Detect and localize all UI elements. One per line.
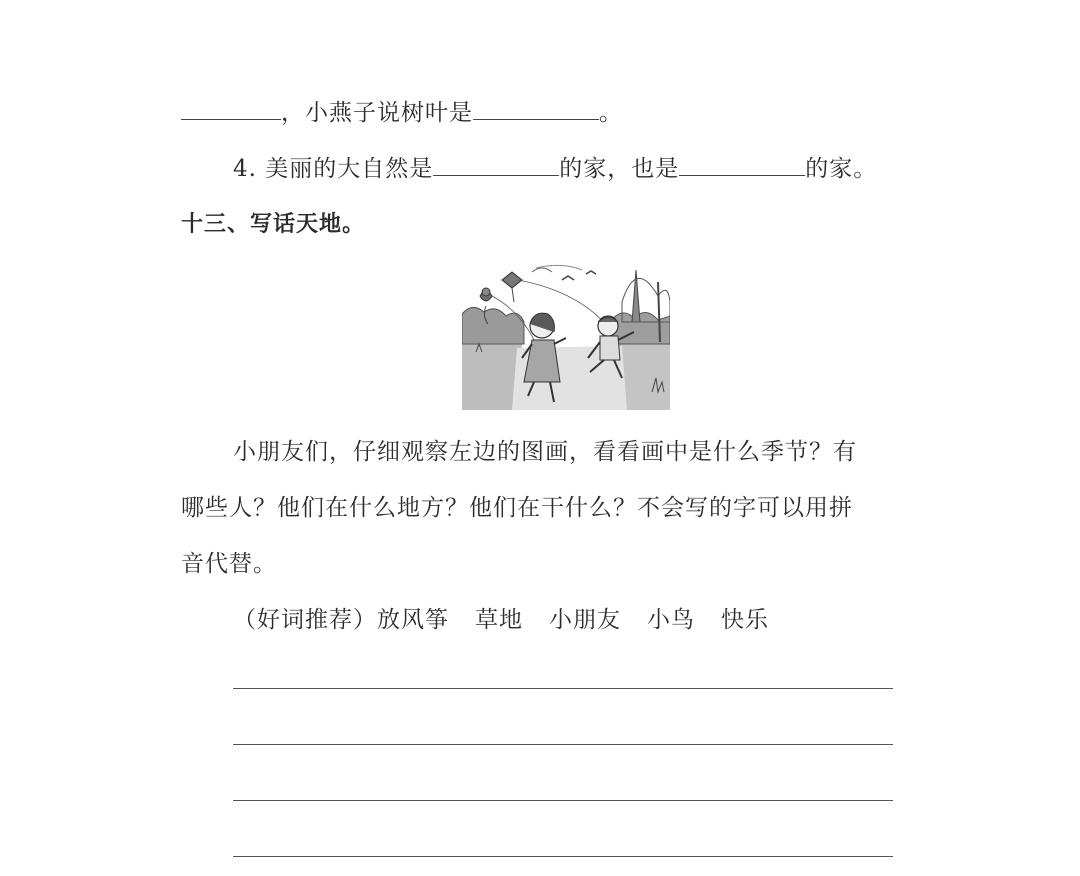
- answer-blank[interactable]: [433, 153, 559, 176]
- q3-end: 。: [599, 100, 623, 126]
- instruction-line-3: 音代替。: [181, 551, 277, 577]
- instruction-line-1: 小朋友们，仔细观察左边的图画，看看画中是什么季节？有: [233, 439, 857, 465]
- question-3-continuation: [181, 97, 623, 128]
- word-bank-label: （好词推荐）: [233, 607, 377, 633]
- answer-blank[interactable]: [181, 97, 281, 120]
- word-bank-word: 快乐: [721, 607, 769, 633]
- q4-text-3: 的家。: [805, 156, 878, 182]
- answer-blank[interactable]: [473, 97, 599, 120]
- q3-text: ，小燕子说树叶是: [281, 100, 473, 126]
- q4-text-2: 的家，也是: [559, 156, 680, 182]
- word-bank-word: 小朋友: [549, 607, 621, 633]
- writing-line[interactable]: [233, 856, 893, 857]
- q4-number: 4.: [233, 156, 257, 182]
- word-bank-word: 草地: [475, 607, 523, 633]
- children-flying-kite-illustration: [462, 262, 670, 410]
- word-bank: [233, 605, 769, 635]
- instruction-line-2: 哪些人？他们在什么地方？他们在干什么？不会写的字可以用拼: [181, 495, 853, 521]
- word-bank-word: 放风筝: [377, 607, 449, 633]
- answer-blank[interactable]: [679, 153, 805, 176]
- writing-line[interactable]: [233, 688, 893, 689]
- writing-line[interactable]: [233, 800, 893, 801]
- word-bank-word: 小鸟: [647, 607, 695, 633]
- q4-text-1: 美丽的大自然是: [265, 156, 434, 182]
- question-4: [233, 153, 877, 184]
- writing-line[interactable]: [233, 744, 893, 745]
- section-13-title: 十三、写话天地。: [181, 212, 366, 237]
